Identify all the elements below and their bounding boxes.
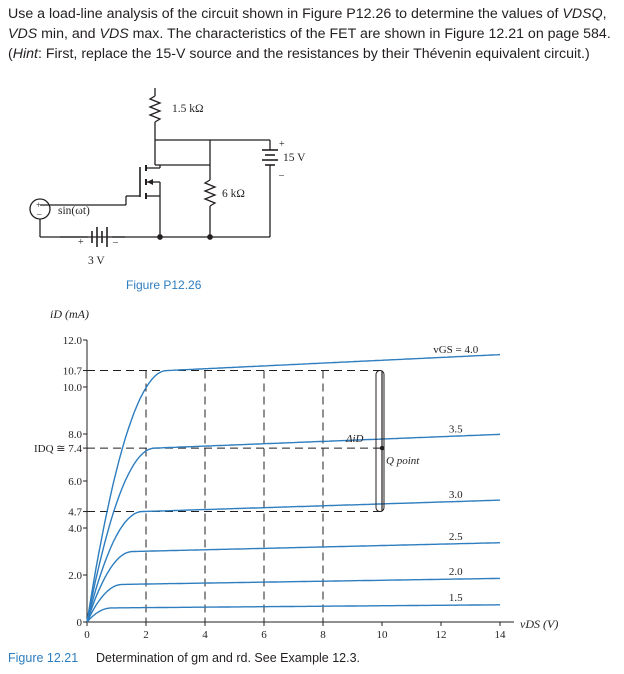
problem-line-2: VDS min, and VDS max. The characteristics of the FET are shown in Figure 12.21 on page 584. <box>8 26 611 42</box>
x-tick-label: 0 <box>84 629 90 641</box>
bias-label: 3 V <box>88 255 105 267</box>
delta-bracket <box>376 371 384 512</box>
circuit-diagram <box>30 88 278 247</box>
y-axis-title: iD (mA) <box>50 307 89 321</box>
curve-3-0 <box>87 500 500 622</box>
circuit-caption: Figure P12.26 <box>126 278 202 292</box>
x-tick-label: 4 <box>202 629 208 641</box>
vdd-plus: + <box>279 139 285 150</box>
source-minus: – <box>37 209 42 219</box>
chart-caption-text: Determination of gm and rd. See Example 12.3. <box>96 651 361 665</box>
vdd-label: 15 V <box>283 152 306 164</box>
source-label: sin(ωt) <box>58 205 90 217</box>
chart-caption-prefix: Figure 12.21 <box>8 651 79 665</box>
q-point-marker <box>380 446 384 450</box>
curve-label: vGS = 4.0 <box>433 344 479 357</box>
curve-3-5 <box>87 434 500 622</box>
y-tick-label: 10.7 <box>62 365 82 378</box>
vdsq-term: VDSQ <box>562 6 603 22</box>
curve-label: 3.0 <box>448 488 463 501</box>
x-tick-label: 14 <box>494 629 506 641</box>
y-tick-label: 8.0 <box>68 429 82 441</box>
y-tick-label: 6.0 <box>68 476 82 488</box>
curve-label: 1.5 <box>448 592 463 605</box>
q-point-label: Q point <box>386 455 420 468</box>
y-tick-label: 2.0 <box>68 570 82 582</box>
x-tick-label: 8 <box>320 629 326 641</box>
x-tick-label: 10 <box>376 629 388 641</box>
curve-1-5 <box>87 605 500 622</box>
r2-label: 6 kΩ <box>222 188 245 200</box>
y-tick-label: 4.7 <box>68 506 82 519</box>
x-axis-title: vDS (V) <box>520 617 559 631</box>
fet-characteristics-chart <box>8 307 558 665</box>
curve-2-0 <box>87 578 500 622</box>
circuit-labels <box>36 103 306 292</box>
curve-label: 2.0 <box>448 566 463 579</box>
delta-id-label: ΔiD <box>346 433 364 446</box>
vdd-minus: – <box>279 170 284 181</box>
curve-label: 3.5 <box>448 423 463 436</box>
curve-label: 2.5 <box>448 530 463 543</box>
y-tick-label: 12.0 <box>62 335 82 347</box>
source-plus: + <box>36 200 42 210</box>
y-tick-label: 10.0 <box>62 382 82 394</box>
x-tick-label: 12 <box>435 629 447 641</box>
x-tick-label: 2 <box>143 629 149 641</box>
problem-line-3: (Hint: First, replace the 15-V source and the resistances by their Thévenin equivalent circuit.) <box>8 46 590 62</box>
bias-minus: – <box>113 237 118 248</box>
y-tick-label: 0 <box>76 617 82 629</box>
x-tick-label: 6 <box>261 629 267 641</box>
bias-plus: + <box>78 237 84 248</box>
r1-label: 1.5 kΩ <box>172 103 204 115</box>
resistor-r2 <box>205 180 215 206</box>
resistor-r1 <box>150 96 160 122</box>
y-tick-label: 4.0 <box>68 523 82 535</box>
y-tick-label: IDQ ≅ 7.4 <box>33 443 82 456</box>
problem-line-1: Use a load-line analysis of the circuit shown in Figure P12.26 to determine the values of VDSQ, <box>8 6 607 22</box>
